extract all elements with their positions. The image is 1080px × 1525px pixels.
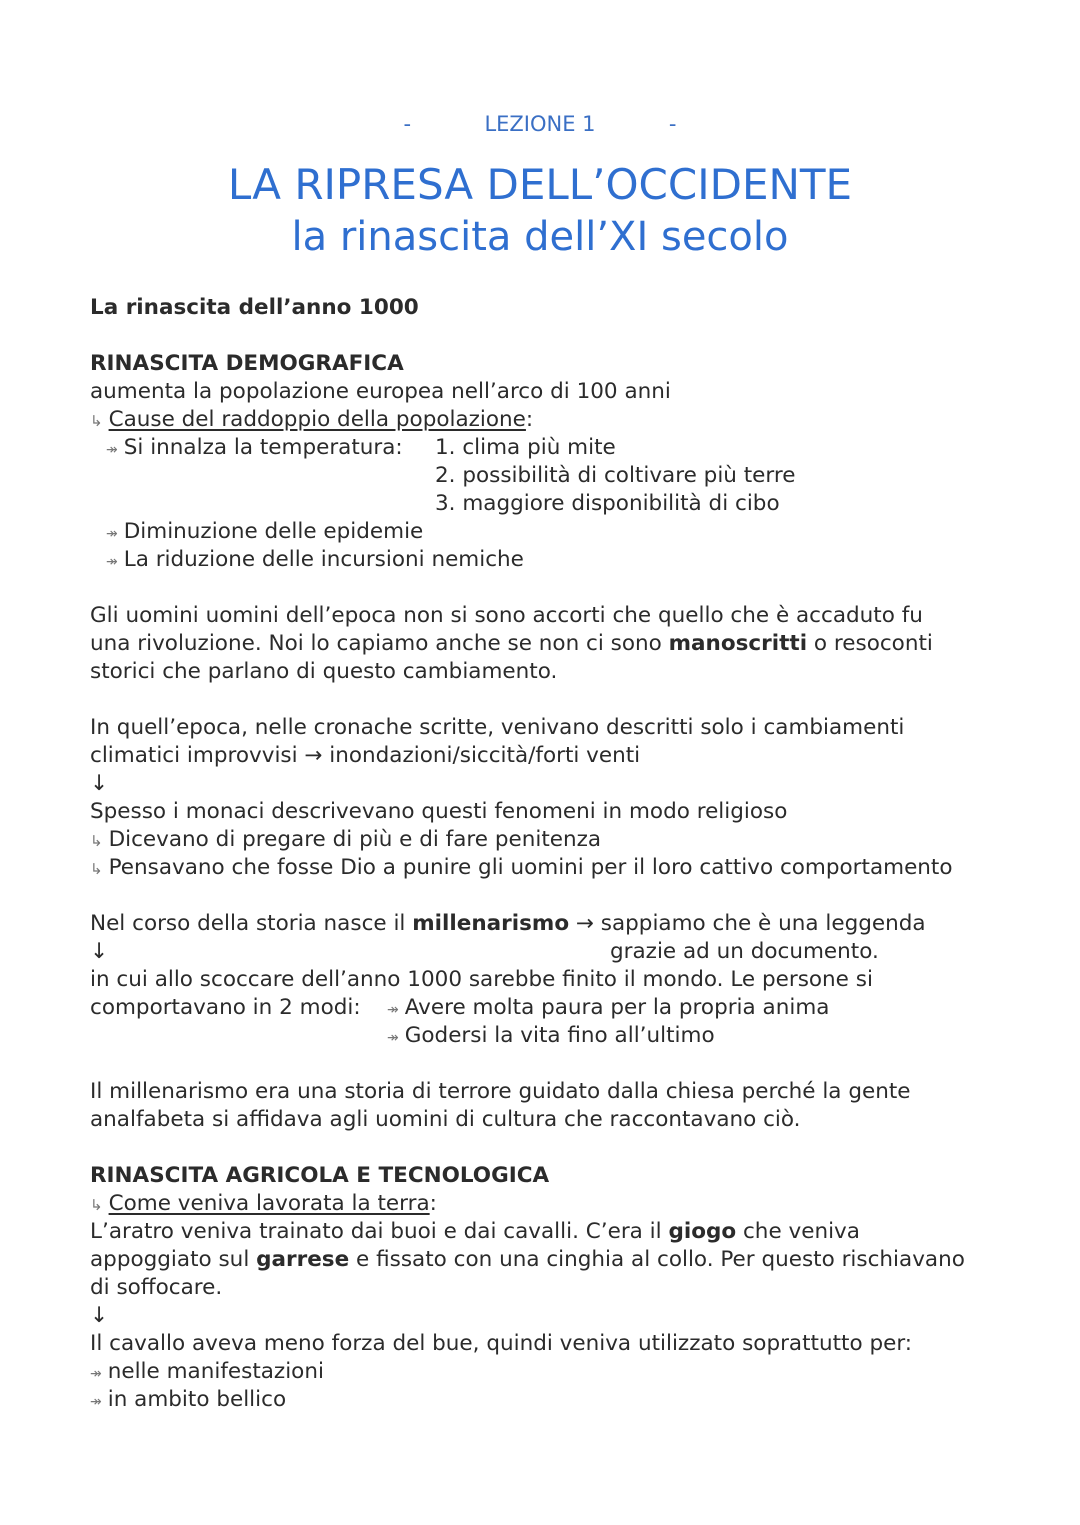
text-run: o resoconti [807,631,933,656]
paragraph-line: Il millenarismo era una storia di terrore guidato dalla chiesa perché la gente [90,1079,911,1104]
paragraph-line [90,1246,1030,1274]
sub-arrow-icon: ↳ [90,1196,103,1214]
cause-item [90,434,1030,462]
causes-line [90,406,1030,434]
use-item [90,1358,1030,1386]
bullet-icon: ↠ [106,554,118,570]
text-run: → [569,911,601,936]
paragraph-line: in cui allo scoccare dell’anno 1000 sarebbe finito il mondo. Le persone si [90,967,873,992]
text-run: una rivoluzione. Noi lo capiamo anche se non ci sono [90,631,669,656]
agricultural-heading: RINASCITA AGRICOLA E TECNOLOGICA [90,1163,550,1188]
side-note: sappiamo che è una leggenda [600,911,926,936]
paragraph-line: climatici improvvisi → inondazioni/siccità/forti venti [90,743,641,768]
bold-term: giogo [668,1219,737,1244]
sub-arrow-icon: ↳ [90,860,103,878]
text-run: e fissato con una cinghia al collo. Per questo rischiavano [349,1247,965,1272]
mode-item [387,994,829,1024]
agri-sub-colon: : [429,1191,437,1216]
down-arrow-icon: ↓ [90,939,109,964]
demographic-heading: RINASCITA DEMOGRAFICA [90,351,404,376]
use-item [90,1386,1030,1414]
cause-item [90,518,1030,546]
bullet-icon: ↠ [387,1030,399,1046]
paragraph-line [90,1218,1030,1246]
paragraph-line [90,910,1030,938]
paragraph-line: Spesso i monaci descrivevano questi fenomeni in modo religioso [90,799,788,824]
text-run: comportavano in 2 modi: [90,995,361,1020]
agri-sub-label: Come veniva lavorata la terra [108,1191,430,1216]
notes-body [90,294,1030,1414]
paragraph-line [90,854,1030,882]
sub-arrow-icon: ↳ [90,412,103,430]
paragraph-line [90,630,1030,658]
text-run: che veniva [736,1219,860,1244]
text-run: Pensavano che fosse Dio a punire gli uomini per il loro cattivo comportamento [108,855,953,880]
paragraph-line: di soffocare. [90,1275,223,1300]
effect-item: 3. maggiore disponibilità di cibo [435,491,780,516]
page-subtitle: la rinascita dell’XI secolo [291,214,789,260]
cause-item [90,546,1030,574]
effect-item: 2. possibilità di coltivare più terre [435,463,796,488]
down-arrow-icon: ↓ [90,1303,109,1328]
demographic-line: aumenta la popolazione europea nell’arco di 100 anni [90,379,671,404]
mode-item [387,1022,715,1052]
paragraph-line: storici che parlano di questo cambiamento. [90,659,558,684]
bullet-icon: ↠ [106,526,118,542]
lesson-kicker [0,112,1080,136]
bullet-icon: ↠ [90,1394,102,1410]
use-text: nelle manifestazioni [107,1359,324,1384]
paragraph-line [90,1022,1030,1050]
lesson-label: LEZIONE 1 [484,112,596,136]
text-run: L’aratro veniva trainato dai buoi e dai cavalli. C’era il [90,1219,669,1244]
bold-term: garrese [256,1247,350,1272]
text-run: Dicevano di pregare di più e di fare penitenza [108,827,602,852]
cause-text: La riduzione delle incursioni nemiche [123,547,524,572]
paragraph-line: Gli uomini uomini dell’epoca non si sono accorti che quello che è accaduto fu [90,603,923,628]
sub-arrow-icon: ↳ [90,832,103,850]
bullet-icon: ↠ [387,1002,399,1018]
agri-sub-line [90,1190,1030,1218]
paragraph-line: In quell’epoca, nelle cronache scritte, venivano descritti solo i cambiamenti [90,715,905,740]
paragraph-line [90,938,1030,966]
bullet-icon: ↠ [90,1366,102,1382]
bold-term: millenarismo [412,911,570,936]
mode-text: Avere molta paura per la propria anima [404,995,830,1020]
text-run: Nel corso della storia nasce il [90,911,413,936]
kicker-dash-left: - [403,112,412,136]
bullet-icon: ↠ [106,442,118,458]
paragraph-line [90,994,1030,1022]
mode-text: Godersi la vita fino all’ultimo [404,1023,715,1048]
paragraph-line [90,826,1030,854]
effect-row [90,490,1030,518]
cause-text: Diminuzione delle epidemie [123,519,424,544]
intro-heading: La rinascita dell’anno 1000 [90,295,419,320]
causes-label: Cause del raddoppio della popolazione [108,407,526,432]
text-run: appoggiato sul [90,1247,257,1272]
page-title: LA RIPRESA DELL’OCCIDENTE [227,160,853,209]
paragraph-line: analfabeta si affidava agli uomini di cultura che raccontavano ciò. [90,1107,801,1132]
cause-text: Si innalza la temperatura: [123,435,403,460]
effect-row [90,462,1030,490]
effect-item: 1. clima più mite [435,435,616,460]
use-text: in ambito bellico [107,1387,287,1412]
paragraph-line: Il cavallo aveva meno forza del bue, quindi veniva utilizzato soprattutto per: [90,1331,913,1356]
side-note: grazie ad un documento. [610,939,879,964]
causes-colon: : [525,407,534,432]
kicker-dash-right: - [668,112,677,136]
down-arrow-icon: ↓ [90,771,109,796]
bold-term: manoscritti [668,631,808,656]
